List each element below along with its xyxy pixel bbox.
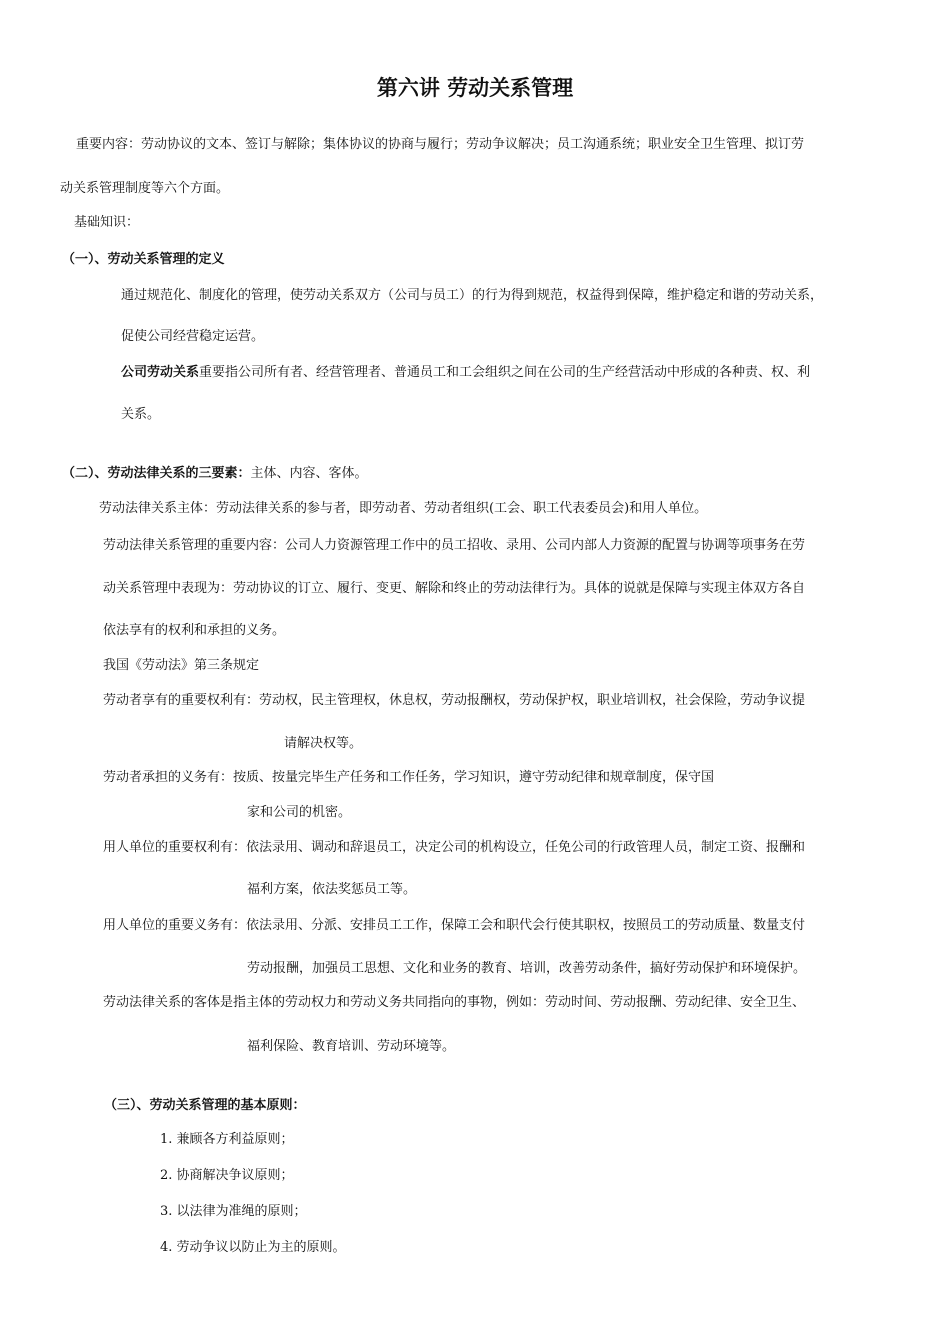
subject-line: 劳动法律关系主体：劳动法律关系的参与者，即劳动者、劳动者组织(工会、职工代表委员会)和用人单位。 bbox=[99, 501, 708, 516]
company-relation-text: 重要指公司所有者、经营管理者、普通员工和工会组织之间在公司的生产经营活动中形成的各种责、权、利 bbox=[199, 365, 811, 380]
definition-line-2: 促使公司经营稳定运营。 bbox=[121, 329, 265, 344]
company-relation-term: 公司劳动关系 bbox=[121, 365, 200, 380]
section2-heading-tail: 主体、内容、客体。 bbox=[250, 466, 368, 481]
employer-duties-line-2: 劳动报酬，加强员工思想、文化和业务的教育、培训，改善劳动条件，搞好劳动保护和环境保护。 bbox=[247, 961, 807, 976]
principle-item: 4. 劳动争议以防止为主的原则。 bbox=[160, 1240, 346, 1255]
company-relation-line-1 bbox=[121, 364, 810, 382]
intro-line-1: 重要内容：劳动协议的文本、签订与解除；集体协议的协商与履行；劳动争议解决；员工沟通系统；职业安全卫生管理、拟订劳 bbox=[76, 137, 805, 152]
employer-duties-line-1: 用人单位的重要义务有：依法录用、分派、安排员工工作，保障工会和职代会行使其职权，按照员工的劳动质量、数量支付 bbox=[103, 918, 806, 933]
principle-item: 3. 以法律为准绳的原则； bbox=[160, 1204, 307, 1219]
definition-line-1: 通过规范化、制度化的管理，使劳动关系双方（公司与员工）的行为得到规范，权益得到保障，维护稳定和谐的劳动关系， bbox=[121, 288, 824, 303]
object-line-2: 福利保险、教育培训、劳动环境等。 bbox=[247, 1039, 456, 1054]
section1-heading: （一）、劳动关系管理的定义 bbox=[62, 252, 225, 267]
worker-rights-line-1: 劳动者享有的重要权利有：劳动权，民主管理权，休息权，劳动报酬权，劳动保护权，职业培训权，社会保险，劳动争议提 bbox=[103, 693, 806, 708]
law-reference: 我国《劳动法》第三条规定 bbox=[103, 658, 260, 673]
principle-item: 2. 协商解决争议原则； bbox=[160, 1168, 294, 1183]
content-line-3: 依法享有的权利和承担的义务。 bbox=[103, 623, 286, 638]
content-line-1: 劳动法律关系管理的重要内容：公司人力资源管理工作中的员工招收、录用、公司内部人力资源的配置与协调等项事务在劳 bbox=[103, 538, 806, 553]
content-line-2: 动关系管理中表现为：劳动协议的订立、履行、变更、解除和终止的劳动法律行为。具体的说就是保障与实现主体双方各自 bbox=[103, 581, 806, 596]
page-title: 第六讲 劳动关系管理 bbox=[376, 76, 574, 100]
employer-rights-line-2: 福利方案，依法奖惩员工等。 bbox=[247, 882, 417, 897]
employer-rights-line-1: 用人单位的重要权利有：依法录用、调动和辞退员工，决定公司的机构设立，任免公司的行政管理人员，制定工资、报酬和 bbox=[103, 840, 806, 855]
worker-duties-line-2: 家和公司的机密。 bbox=[247, 805, 352, 820]
intro-line-2: 动关系管理制度等六个方面。 bbox=[60, 181, 230, 196]
section2-heading-line bbox=[62, 465, 368, 483]
section3-heading: （三）、劳动关系管理的基本原则： bbox=[104, 1098, 306, 1113]
worker-duties-line-1: 劳动者承担的义务有：按质、按量完毕生产任务和工作任务，学习知识，遵守劳动纪律和规章制度，保守国 bbox=[103, 770, 715, 785]
company-relation-line-2: 关系。 bbox=[121, 407, 161, 422]
object-line-1: 劳动法律关系的客体是指主体的劳动权力和劳动义务共同指向的事物，例如：劳动时间、劳动报酬、劳动纪律、安全卫生、 bbox=[103, 995, 806, 1010]
principle-item: 1. 兼顾各方利益原则； bbox=[160, 1132, 294, 1147]
worker-rights-line-2: 请解决权等。 bbox=[284, 736, 363, 751]
basics-label: 基础知识： bbox=[74, 215, 140, 230]
section2-heading: （二）、劳动法律关系的三要素： bbox=[62, 466, 251, 481]
